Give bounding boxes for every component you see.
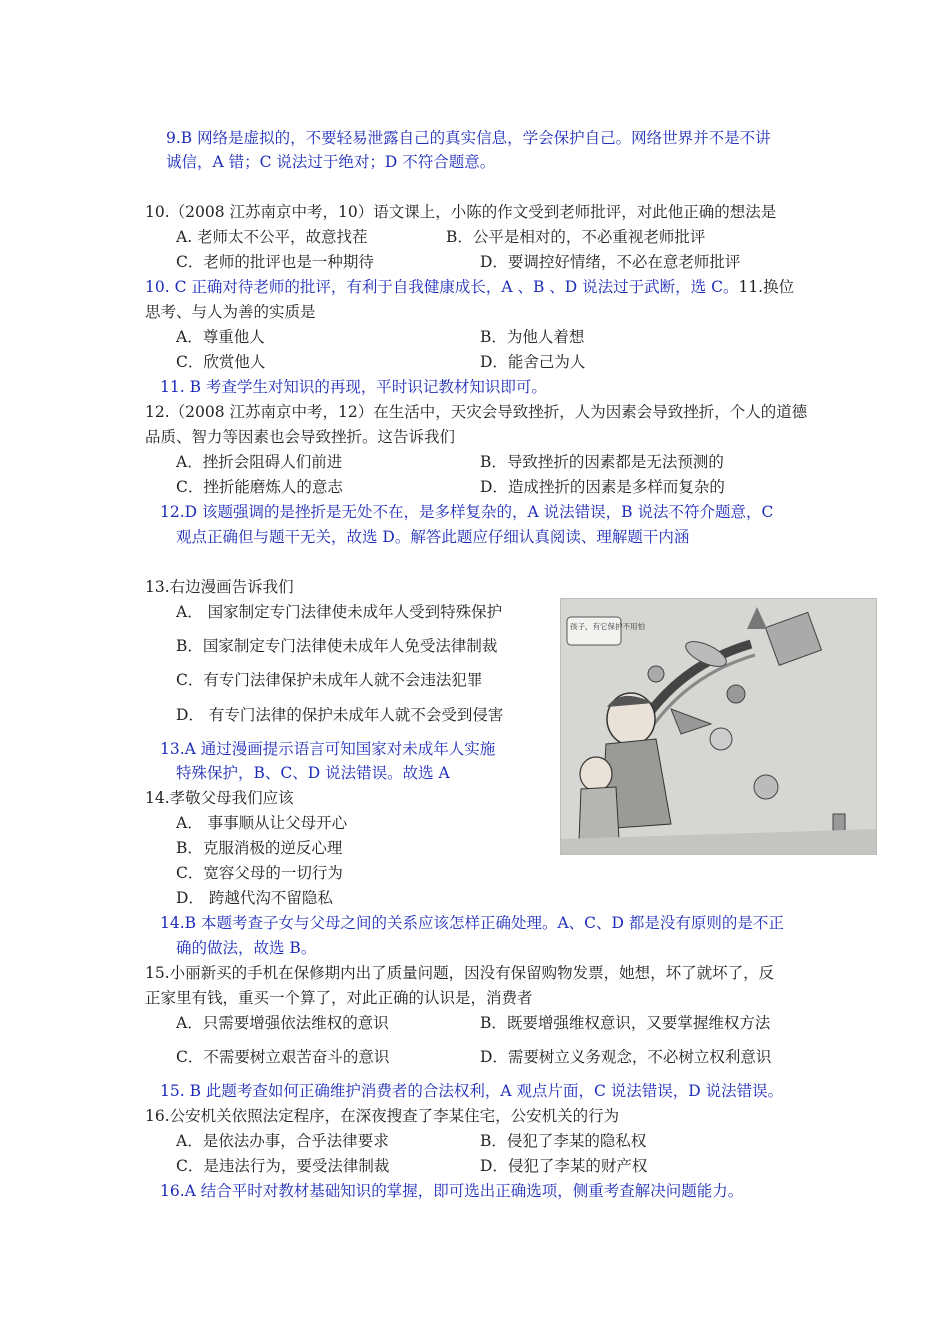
question-16-stem: 16.公安机关依照法定程序，在深夜搜查了李某住宅，公安机关的行为 bbox=[145, 1107, 620, 1125]
question-14-stem: 14.孝敬父母我们应该 bbox=[145, 789, 294, 807]
answer-10-text: 10. C 正确对待老师的批评，有利于自我健康成长，A 、B 、D 说法过于武断，选 C。 bbox=[145, 278, 739, 296]
question-16-option-d: D．侵犯了李某的财产权 bbox=[480, 1157, 648, 1175]
answer-12-line1: 12.D 该题强调的是挫折是无处不在，是多样复杂的，A 说法错误，B 说法不符介题意，C bbox=[160, 503, 774, 521]
answer-9-line1: 9.B 网络是虚拟的，不要轻易泄露自己的真实信息，学会保护自己。网络世界并不是不讲 bbox=[166, 129, 771, 147]
cartoon-image bbox=[560, 598, 877, 855]
question-12-option-d: D．造成挫折的因素是多样而复杂的 bbox=[480, 478, 725, 496]
question-11-stem-start: 11.换位 bbox=[738, 278, 795, 296]
question-11-option-b: B．为他人着想 bbox=[480, 328, 585, 346]
question-15-stem-line2: 正家里有钱，重买一个算了，对此正确的认识是，消费者 bbox=[145, 989, 533, 1007]
question-12-option-b: B．导致挫折的因素都是无法预测的 bbox=[480, 453, 724, 471]
question-15-option-a: A．只需要增强依法维权的意识 bbox=[176, 1014, 389, 1032]
question-16-option-c: C．是违法行为，要受法律制裁 bbox=[176, 1157, 390, 1175]
question-13-option-a: A． 国家制定专门法律使未成年人受到特殊保护 bbox=[176, 603, 503, 621]
question-13-stem: 13.右边漫画告诉我们 bbox=[145, 578, 294, 596]
question-12-option-c: C．挫折能磨炼人的意志 bbox=[176, 478, 343, 496]
question-11-option-d: D．能舍己为人 bbox=[480, 353, 586, 371]
question-16-option-a: A．是依法办事，合乎法律要求 bbox=[176, 1132, 389, 1150]
question-14-option-c: C．宽容父母的一切行为 bbox=[176, 864, 343, 882]
question-10-option-d: D．要调控好情绪，不必在意老师批评 bbox=[480, 253, 741, 271]
answer-13-line1: 13.A 通过漫画提示语言可知国家对未成年人实施 bbox=[160, 740, 496, 758]
question-10-stem: 10.（2008 江苏南京中考，10）语文课上，小陈的作文受到老师批评，对此他正确的想法是 bbox=[145, 203, 777, 221]
question-15-option-c: C．不需要树立艰苦奋斗的意识 bbox=[176, 1048, 390, 1066]
question-10-option-a: A. 老师太不公平，故意找茬 bbox=[176, 228, 368, 246]
question-14-option-d: D． 跨越代沟不留隐私 bbox=[176, 889, 333, 907]
question-10-option-b: B．公平是相对的，不必重视老师批评 bbox=[446, 228, 706, 246]
answer-15: 15. B 此题考查如何正确维护消费者的合法权利，A 观点片面，C 说法错误，D 说法错误。 bbox=[160, 1082, 784, 1100]
question-12-option-a: A．挫折会阻碍人们前进 bbox=[176, 453, 343, 471]
question-10-option-c: C．老师的批评也是一种期待 bbox=[176, 253, 374, 271]
question-13-option-b: B．国家制定专门法律使未成年人免受法律制裁 bbox=[176, 637, 498, 655]
answer-16: 16.A 结合平时对教材基础知识的掌握，即可选出正确选项，侧重考查解决问题能力。 bbox=[160, 1182, 744, 1200]
answer-14-line1: 14.B 本题考查子女与父母之间的关系应该怎样正确处理。A、C、D 都是没有原则的是不正 bbox=[160, 914, 784, 932]
question-13-option-c: C．有专门法律保护未成年人就不会违法犯罪 bbox=[176, 671, 483, 689]
question-11-stem-end: 思考、与人为善的实质是 bbox=[145, 303, 316, 321]
answer-9-line2: 诚信，A 错；C 说法过于绝对；D 不符合题意。 bbox=[166, 153, 496, 171]
question-12-stem-line1: 12.（2008 江苏南京中考，12）在生活中，天灾会导致挫折，人为因素会导致挫折，个人的道德 bbox=[145, 403, 808, 421]
answer-12-line2: 观点正确但与题干无关，故选 D。解答此题应仔细认真阅读、理解题干内涵 bbox=[176, 528, 690, 546]
question-15-option-d: D．需要树立义务观念，不必树立权利意识 bbox=[480, 1048, 772, 1066]
question-12-stem-line2: 品质、智力等因素也会导致挫折。这告诉我们 bbox=[145, 428, 456, 446]
question-13-option-d: D． 有专门法律的保护未成年人就不会受到侵害 bbox=[176, 706, 504, 724]
answer-14-line2: 确的做法，故选 B。 bbox=[176, 939, 317, 957]
question-14-option-b: B．克服消极的逆反心理 bbox=[176, 839, 343, 857]
question-11-option-a: A．尊重他人 bbox=[176, 328, 265, 346]
question-16-option-b: B．侵犯了李某的隐私权 bbox=[480, 1132, 647, 1150]
answer-13-line2: 特殊保护，B、C、D 说法错误。故选 A bbox=[176, 764, 450, 782]
cartoon-illustration bbox=[561, 599, 876, 854]
answer-10-line bbox=[145, 277, 794, 297]
question-11-option-c: C．欣赏他人 bbox=[176, 353, 266, 371]
question-14-option-a: A． 事事顺从让父母开心 bbox=[176, 814, 348, 832]
question-15-stem-line1: 15.小丽新买的手机在保修期内出了质量问题，因没有保留购物发票，她想，坏了就坏了，反 bbox=[145, 964, 775, 982]
question-15-option-b: B．既要增强维权意识，又要掌握维权方法 bbox=[480, 1014, 771, 1032]
cartoon-bubble-text: 孩子，有它保护不用怕 bbox=[570, 622, 645, 631]
answer-11: 11. B 考查学生对知识的再现，平时识记教材知识即可。 bbox=[160, 378, 547, 396]
